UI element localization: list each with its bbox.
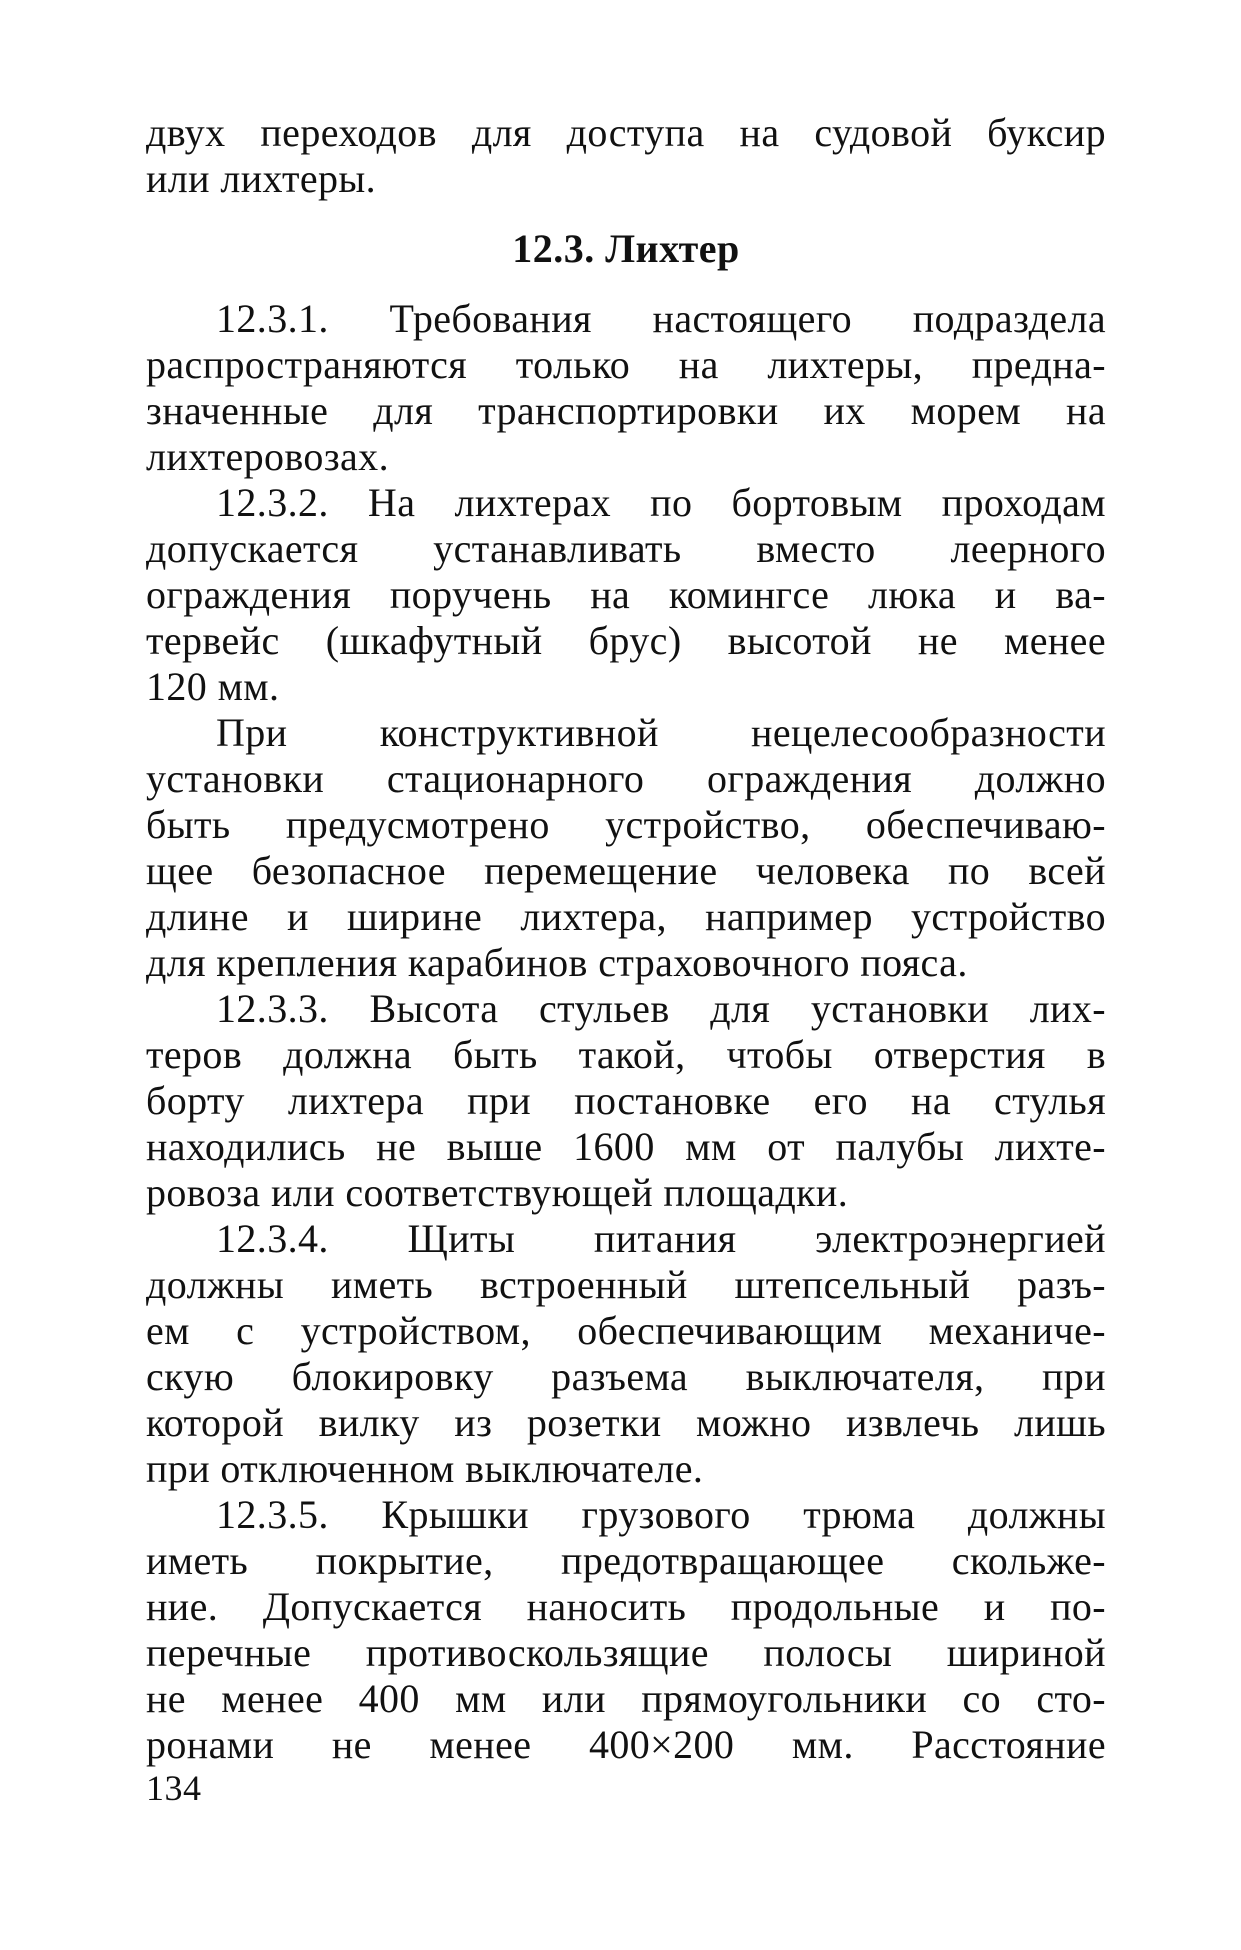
paragraph-line: 12.3.3. Высота стульев для установки лих- (216, 986, 1106, 1031)
paragraph-line: 12.3.2. На лихтерах по бортовым проходам (216, 480, 1106, 525)
paragraph-line: допускается устанавливать вместо леерного (146, 526, 1106, 571)
paragraph-line: ние. Допускается наносить продольные и по- (146, 1584, 1106, 1629)
page-number: 134 (146, 1768, 202, 1808)
paragraph-line: значенные для транспортировки их морем на (146, 388, 1106, 433)
paragraph-line: лихтеровозах. (146, 434, 389, 479)
paragraph-line: 12.3.5. Крышки грузового трюма должны (216, 1492, 1106, 1537)
paragraph-line: ограждения поручень на комингсе люка и ва- (146, 572, 1106, 617)
page-body (146, 110, 1106, 1768)
paragraph-line: распространяются только на лихтеры, предна- (146, 342, 1106, 387)
paragraph-line: не менее 400 мм или прямоугольники со сто- (146, 1676, 1106, 1721)
paragraph-line: тервейс (шкафутный брус) высотой не менее (146, 618, 1106, 663)
paragraph-line: иметь покрытие, предотвращающее скольже- (146, 1538, 1106, 1583)
paragraph-line: ронами не менее 400×200 мм. Расстояние (146, 1722, 1106, 1767)
paragraph-line: быть предусмотрено устройство, обеспечиваю- (146, 802, 1106, 847)
paragraph-line: щее безопасное перемещение человека по всей (146, 848, 1106, 893)
paragraph-line: находились не выше 1600 мм от палубы лихте- (146, 1124, 1106, 1169)
paragraph-line: которой вилку из розетки можно извлечь лишь (146, 1400, 1106, 1445)
paragraph-line: для крепления карабинов страховочного пояса. (146, 940, 968, 985)
paragraph-line: длине и ширине лихтера, например устройство (146, 894, 1106, 939)
paragraph-line: установки стационарного ограждения должно (146, 756, 1106, 801)
carry-over-line: или лихтеры. (146, 156, 377, 201)
paragraph-line: 120 мм. (146, 664, 280, 709)
paragraph-line: перечные противоскользящие полосы шириной (146, 1630, 1106, 1675)
paragraph-line: 12.3.4. Щиты питания электроэнергией (216, 1216, 1106, 1261)
paragraph-line: ем с устройством, обеспечивающим механиче- (146, 1308, 1106, 1353)
carry-over-line: двух переходов для доступа на судовой буксир (146, 110, 1106, 155)
paragraph-line: При конструктивной нецелесообразности (216, 710, 1106, 755)
section-heading: 12.3. Лихтер (512, 226, 740, 271)
paragraph-line: теров должна быть такой, чтобы отверстия в (146, 1032, 1106, 1077)
paragraph-line: ровоза или соответствующей площадки. (146, 1170, 849, 1215)
paragraph-line: при отключенном выключателе. (146, 1446, 704, 1491)
paragraph-line: скую блокировку разъема выключателя, при (146, 1354, 1106, 1399)
paragraph-line: 12.3.1. Требования настоящего подраздела (216, 296, 1106, 341)
paragraph-line: борту лихтера при постановке его на стулья (146, 1078, 1106, 1123)
paragraph-line: должны иметь встроенный штепсельный разъ- (146, 1262, 1106, 1307)
